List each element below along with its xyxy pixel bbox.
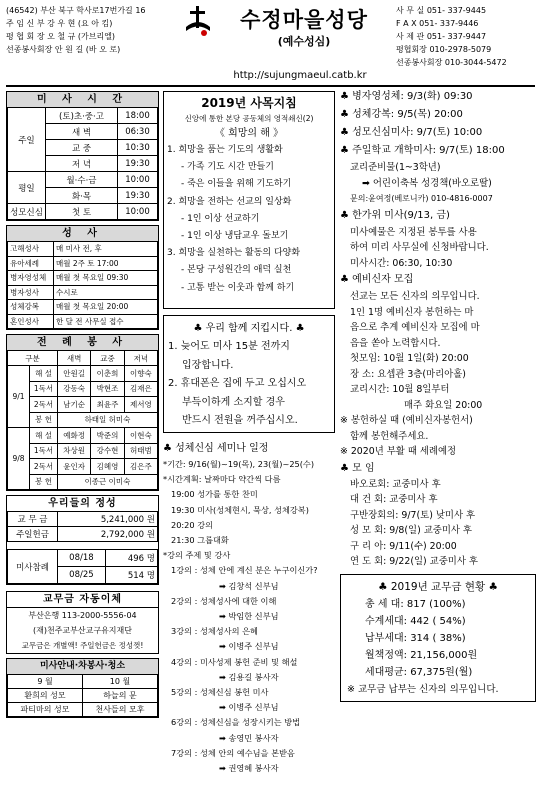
- pastoral-item: 3. 희망을 실천하는 활동의 다양화: [167, 248, 301, 259]
- altar-person: 이향숙: [124, 366, 157, 382]
- rule-item: 부득이하게 소지할 경우: [182, 396, 285, 408]
- altar-person: 김혜영: [91, 459, 124, 475]
- altar-role: 1독서: [30, 381, 58, 397]
- intention-group: 하늘의 문: [83, 689, 158, 703]
- pastoral-item: 2. 희망을 전하는 선교의 일상화: [167, 196, 292, 207]
- notice-detail: 음으로 추계 예비신자 모집에 마: [350, 322, 480, 333]
- altar-person: 예화정: [58, 428, 91, 444]
- pastoral-item: 1. 희망을 품는 기도의 생활화: [167, 145, 283, 155]
- intention-group: 환희의 성모: [8, 689, 83, 703]
- notice-detail: 음을 쏟아 노력합시다.: [350, 337, 441, 349]
- mass-day: 교 중: [46, 140, 118, 156]
- altar-person: 이춘희: [91, 366, 124, 382]
- header-office-phone: 사 무 실 051- 337-9445: [396, 6, 487, 15]
- pastoral-subitem: - 1인 이상 냉담교우 돌보기: [181, 231, 289, 242]
- header-council-phone: 평협회장 010-2978-5079: [396, 45, 492, 54]
- offering-amount: 2,792,000 원: [58, 527, 158, 542]
- attendance-label: 미사참례: [8, 550, 58, 584]
- sacrament-schedule: 매 미사 전, 후: [54, 242, 158, 257]
- church-logo-icon: [184, 5, 212, 41]
- pastoral-subitem: - 죽은 이들을 위해 기도하기: [181, 179, 292, 190]
- middle-column: [163, 91, 335, 776]
- altar-person: 남기순: [58, 397, 91, 413]
- intention-month: 9 월: [8, 675, 83, 689]
- offering-amount: 5,241,000 원: [58, 512, 158, 527]
- header-funeral-phone: 선종봉사회장 010-3044-5472: [396, 58, 507, 67]
- rules-box: [163, 315, 335, 433]
- meeting-item: 대 건 회: 교중미사 후: [350, 494, 438, 505]
- mass-time: 10:30: [118, 140, 158, 156]
- attendance-date: 08/18: [58, 550, 106, 567]
- mass-day: (토)초·중·고: [46, 108, 118, 124]
- dues-paid: 납부세대: 314 ( 38%): [365, 632, 466, 644]
- bank-account: 부산은행 113-2000-5556-04: [7, 607, 158, 623]
- seminar-lecturer: ➡ 박임한 신부님: [219, 611, 279, 622]
- mass-group-sunday: 주일: [8, 108, 46, 172]
- altar-head: 새벽: [58, 351, 91, 366]
- altar-role: 2독서: [30, 397, 58, 413]
- church-title: 수정마을성당: [240, 8, 368, 32]
- dues-slogan: 교무금은 개별액! 주일헌금은 정성껏!: [21, 641, 144, 650]
- attendance-date: 08/25: [58, 567, 106, 584]
- auto-transfer-title: 교무금 자동이체: [42, 594, 123, 605]
- notice-meetings: ♣ 모 임: [340, 462, 375, 474]
- header-info-left: [6, 4, 182, 56]
- seminar-lecturer: ➡ 권영혜 봉사자: [219, 763, 279, 774]
- mass-time: 19:30: [118, 188, 158, 204]
- notice-detail: 장 소: 요셉관 3층(마리아홀): [350, 368, 466, 380]
- dues-footer: ※ 교무금 납부는 신자의 의무입니다.: [347, 683, 499, 695]
- seminar-schedule: 19:30 미사(성체현시, 묵상, 성체강복): [171, 504, 309, 515]
- mass-time: 18:00: [118, 108, 158, 124]
- sacrament-name: 병자영성체: [8, 271, 54, 286]
- seminar-lecturer: ➡ 이병주 신부님: [219, 702, 279, 713]
- sacrament-name: 유아세례: [8, 256, 54, 271]
- sacrament-schedule: 한 달 전 사무실 접수: [54, 314, 158, 329]
- attendance-count: 514 명: [105, 567, 157, 584]
- altar-service-section: [6, 334, 159, 491]
- altar-person: 허태범: [124, 443, 157, 459]
- church-subtitle: (예수성심): [277, 35, 331, 48]
- seminar-schedule: 21:30 그룹대화: [171, 535, 229, 546]
- seminar-lecture: 7강의 : 성체 안의 예수님을 본받음: [171, 747, 295, 758]
- seminar-schedule: 20:20 강의: [171, 519, 214, 530]
- altar-person: 박준의: [91, 428, 124, 444]
- rule-item: 반드시 전원을 꺼주십시오.: [182, 415, 298, 426]
- mass-day: 새 벽: [46, 124, 118, 140]
- dues-registered: 수계세대: 442 ( 54%): [365, 615, 466, 627]
- rule-item: 입장합니다.: [182, 359, 234, 371]
- seminar-lecture: 2강의 : 성체성사에 대한 이해: [171, 595, 277, 606]
- altar-head: 저녁: [124, 351, 157, 366]
- seminar-period: *기간: 9/16(월)~19(목), 23(월)~25(수): [163, 459, 315, 469]
- account-holder: (재)천주교부산교구유지재단: [33, 626, 132, 635]
- notice-detail: 문의:윤여정(베로니카) 010-4816-0007: [350, 194, 493, 203]
- attendance-count: 496 명: [105, 550, 157, 567]
- sacrament-schedule: 매월 첫 목요일 20:00: [54, 300, 158, 315]
- sacrament-schedule: 수시로: [54, 285, 158, 300]
- mass-day: 첫 토: [46, 204, 118, 220]
- mass-intention-section: [6, 658, 159, 718]
- seminar-lecturer: ➡ 송영민 봉사자: [219, 732, 279, 743]
- altar-person: 김은주: [124, 459, 157, 475]
- pastoral-subitem: - 가족 기도 시간 만들기: [181, 162, 274, 173]
- mass-times-section: [6, 91, 159, 221]
- notice-detail: 매주 화요일 20:00: [404, 399, 483, 411]
- pastoral-theme: 《 희망의 해 》: [214, 128, 284, 139]
- notice-detail: 하여 미리 사무실에 신청바랍니다.: [350, 242, 489, 253]
- pastoral-list: [167, 142, 331, 297]
- notice-detail: 미사시간: 06:30, 10:30: [350, 257, 453, 269]
- rule-item: 2. 휴대폰은 집에 두고 오십시오: [168, 378, 307, 389]
- notice-detail: 1인 1명 예비신자 봉헌하는 마: [350, 306, 474, 318]
- seminar-topics-label: *강의 주제 및 강사: [163, 550, 231, 561]
- altar-service-table: [7, 350, 158, 490]
- seminar-lecturer: ➡ 이병주 신부님: [219, 641, 279, 652]
- mass-time: 10:00: [118, 172, 158, 188]
- altar-person: 윤인자: [58, 459, 91, 475]
- seminar-schedule: 19:00 성가를 통한 찬미: [171, 489, 258, 500]
- pastoral-guideline-box: [163, 91, 335, 309]
- seminar-plan: *시간계획: 날짜마다 약간씩 다름: [163, 474, 281, 485]
- header-funeral-president: 선종봉사회장 안 원 길 (바 오 로): [6, 45, 121, 54]
- notice-catechumen: ♣ 예비신자 모집: [340, 274, 414, 285]
- sacrament-name: 고해성사: [8, 242, 54, 257]
- seminar-lecturer: ➡ 김용길 봉사자: [219, 671, 279, 682]
- altar-role: 1독서: [30, 443, 58, 459]
- seminar-lecture: 6강의 : 성체신심을 성장시키는 방법: [171, 717, 301, 728]
- intention-group: 천사들의 모후: [83, 703, 158, 717]
- header-divider: [6, 85, 535, 87]
- notice-note: ※ 2020년 부활 때 세례예정: [340, 446, 457, 457]
- intention-month: 10 월: [83, 675, 158, 689]
- sacraments-table: [7, 241, 158, 329]
- altar-role: 해 설: [30, 428, 58, 444]
- seminar-lecture: 3강의 : 성체성사의 은혜: [171, 626, 258, 637]
- altar-role: 2독서: [30, 459, 58, 475]
- altar-person: 박현조: [91, 381, 124, 397]
- mass-group-marian: 성모신심: [8, 204, 46, 220]
- sacrament-name: 병자성사: [8, 285, 54, 300]
- dues-title: ♣ 2019년 교무금 현황 ♣: [378, 580, 498, 593]
- mass-time: 06:30: [118, 124, 158, 140]
- altar-role: 봉 헌: [30, 474, 58, 490]
- notice-detail: 교리시간: 10월 8일부터: [350, 384, 450, 395]
- mass-times-table: [7, 107, 158, 220]
- sacraments-title: 성 사: [7, 226, 158, 241]
- meeting-item: 성 모 회: 9/8(일) 교중미사 후: [350, 525, 472, 536]
- dues-total: 총 세 대: 817 (100%): [365, 598, 466, 610]
- pastoral-subitem: - 본당 구성원간의 애덕 실천: [181, 265, 292, 276]
- pastoral-title: 2019년 사목지침: [201, 96, 297, 110]
- offering-label: 주일헌금: [8, 527, 58, 542]
- header-address: (46542) 부산 북구 학사로17번가길 16: [6, 6, 146, 15]
- left-column: [6, 91, 159, 718]
- header-rectory-phone: 사 제 관 051- 337-9447: [396, 32, 487, 41]
- pastoral-subtitle: 신앙에 통한 본당 공동체의 영적쇄신(2): [184, 114, 314, 123]
- notice-sunday-school: ♣ 주일학교 개학미사: 9/7(토) 18:00: [340, 145, 505, 156]
- seminar-lecture: 4강의 : 미사성제 봉헌 준비 및 해설: [171, 656, 298, 667]
- altar-offertory: 이종근 이미숙: [58, 474, 158, 490]
- altar-person: 차상원: [58, 443, 91, 459]
- meeting-item: 바오로회: 교중미사 후: [350, 478, 441, 490]
- altar-person: 강수현: [91, 443, 124, 459]
- notice-detail: 교리준비물(1~3학년): [350, 162, 441, 173]
- mass-day: 월·수·금: [46, 172, 118, 188]
- seminar-lecture: 5강의 : 성체신심 봉헌 미사: [171, 687, 269, 698]
- sacraments-section: [6, 225, 159, 330]
- notice-detail: 선교는 모든 신자의 의무입니다.: [350, 291, 480, 302]
- altar-person: 제서영: [124, 397, 157, 413]
- altar-person: 강동숙: [58, 381, 91, 397]
- sacrament-name: 혼인성사: [8, 314, 54, 329]
- offering-table: [7, 511, 158, 584]
- meeting-item: 연 도 회: 9/22(일) 교중미사 후: [350, 556, 478, 567]
- dues-average: 세대평균: 67,375원(월): [365, 666, 473, 678]
- mass-day: 저 녁: [46, 156, 118, 172]
- offering-title: 우리들의 정성: [48, 498, 117, 509]
- dues-status-box: [340, 574, 536, 702]
- notice-detail: 미사예물은 지정된 봉투를 사용: [350, 226, 477, 238]
- header-info-right: [396, 4, 540, 69]
- notice-chuseok-mass: ♣ 한가위 미사(9/13, 금): [340, 209, 450, 221]
- altar-date: 9/8: [8, 428, 30, 490]
- notice-benediction: ♣ 성체강복: 9/5(목) 20:00: [340, 109, 463, 120]
- meeting-item: 구반장회의: 9/7(토) 낮미사 후: [350, 509, 476, 521]
- sacrament-name: 성체강복: [8, 300, 54, 315]
- notice-note: 함께 봉헌해주세요.: [350, 430, 429, 442]
- seminar-lecture: 1강의 : 성체 안에 계신 분은 누구이신가?: [171, 565, 318, 576]
- header-pastor: 주 임 신 부 강 우 현 (요 아 킴): [6, 19, 113, 28]
- offering-section: [6, 495, 159, 585]
- header-council-president: 평 협 회 장 오 철 규 (가브리엘): [6, 32, 116, 41]
- seminar-section: [163, 441, 335, 776]
- altar-offertory: 하태일 허미숙: [58, 412, 158, 428]
- mass-intention-table: [7, 674, 158, 717]
- mass-day: 화·목: [46, 188, 118, 204]
- seminar-lecturer: ➡ 김창석 신부님: [219, 580, 279, 591]
- altar-person: 안원길: [58, 366, 91, 382]
- altar-person: 최윤주: [91, 397, 124, 413]
- pastoral-subitem: - 고통 받는 이웃과 함께 하기: [181, 282, 295, 293]
- notice-sick-communion: ♣ 병자영성체: 9/3(화) 09:30: [340, 91, 473, 102]
- sacrament-schedule: 매월 첫 목요일 09:30: [54, 271, 158, 286]
- mass-intention-title: 미사안내·차봉사·청소: [7, 659, 158, 674]
- notice-detail: ➡ 어린이축복 성경책(바오로딸): [362, 177, 492, 189]
- mass-time: 10:00: [118, 204, 158, 220]
- rules-title: ♣ 우리 함께 지킵시다. ♣: [193, 323, 305, 334]
- sacrament-schedule: 매월 2주 토 17:00: [54, 256, 158, 271]
- mass-times-title: 미 사 시 간: [7, 92, 158, 107]
- rules-list: [168, 338, 330, 431]
- mass-time: 19:30: [118, 156, 158, 172]
- offering-label: 교 무 금: [8, 512, 58, 527]
- intention-group: 파티마의 성모: [8, 703, 83, 717]
- altar-service-title: 전 례 봉 사: [7, 335, 158, 350]
- altar-role: 봉 헌: [30, 412, 58, 428]
- altar-person: 김재은: [124, 381, 157, 397]
- altar-head: 구분: [8, 351, 58, 366]
- altar-date: 9/1: [8, 366, 30, 428]
- altar-person: 이현숙: [124, 428, 157, 444]
- pastoral-subitem: - 1인 이상 선교하기: [181, 213, 260, 224]
- rule-item: 1. 늦어도 미사 15분 전까지: [168, 341, 290, 352]
- seminar-title: ♣ 성체신심 세미나 일정: [163, 443, 269, 454]
- notice-marian-mass: ♣ 성모신심미사: 9/7(토) 10:00: [340, 127, 483, 138]
- auto-transfer-section: [6, 591, 159, 654]
- meeting-item: 구 리 아: 9/11(수) 20:00: [350, 540, 457, 552]
- church-url-link[interactable]: http://sujungmaeul.catb.kr: [233, 70, 367, 81]
- altar-role: 해 설: [30, 366, 58, 382]
- altar-head: 교중: [91, 351, 124, 366]
- notice-detail: 첫모임: 10월 1일(화) 20:00: [350, 353, 469, 364]
- right-column: [340, 88, 536, 702]
- dues-monthly: 월책정액: 21,156,000원: [365, 649, 478, 661]
- notice-note: ※ 봉헌하실 때 (예비신자봉헌서): [340, 415, 473, 426]
- header-fax: F A X 051- 337-9446: [396, 19, 479, 28]
- mass-group-weekday: 평일: [8, 172, 46, 204]
